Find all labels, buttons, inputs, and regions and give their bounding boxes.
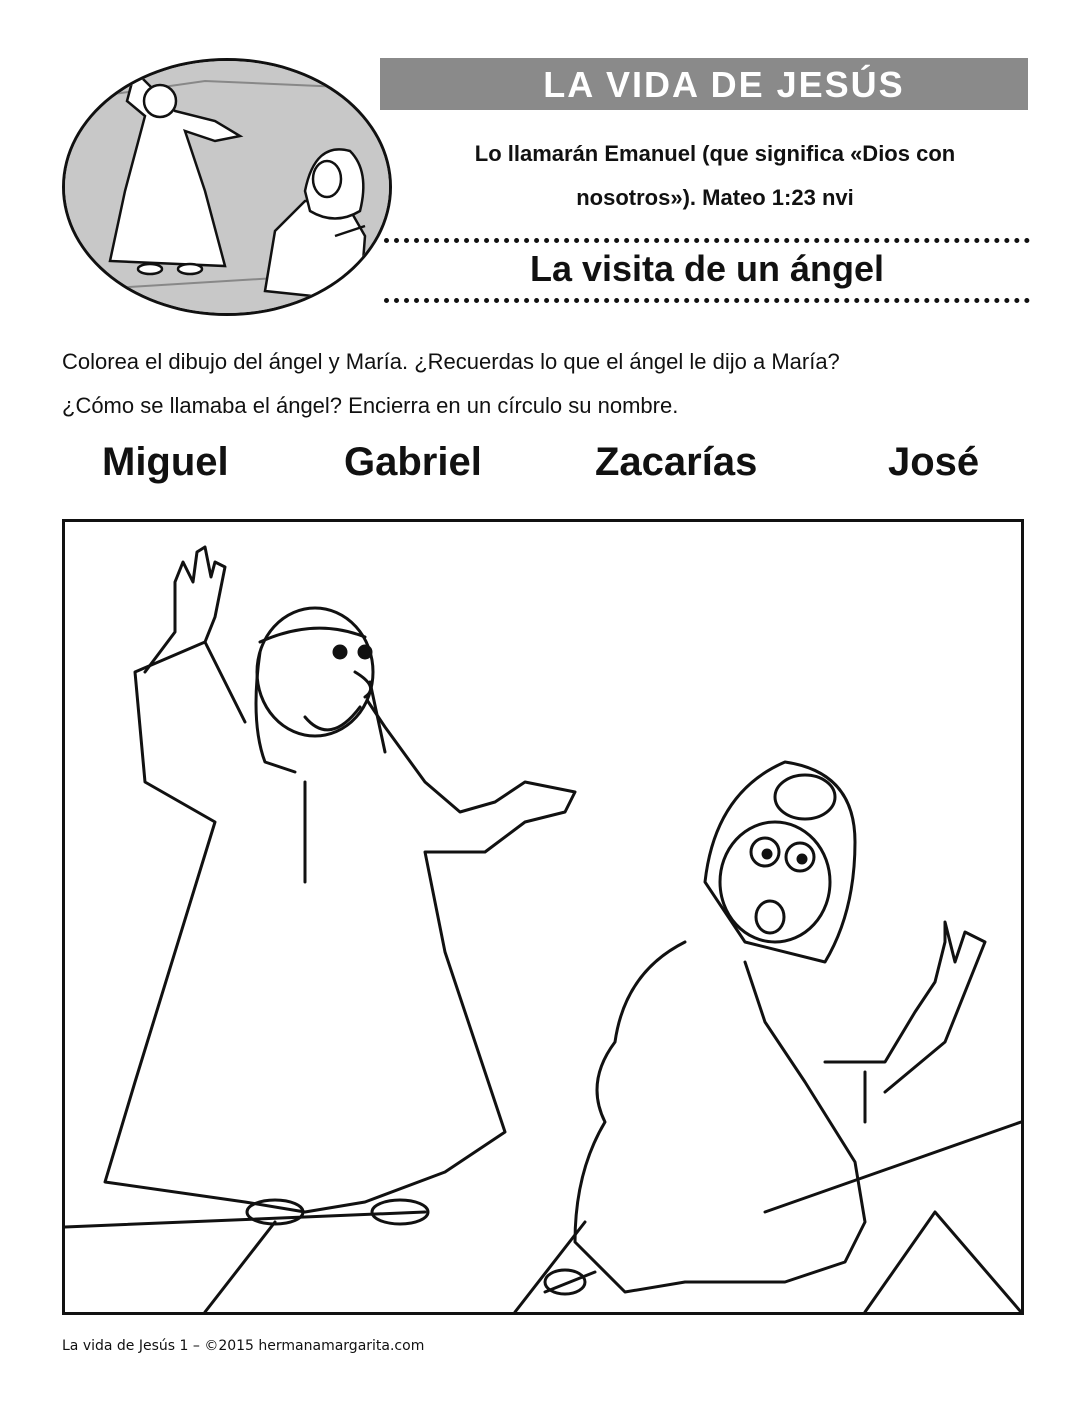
memory-verse: [395, 132, 1035, 220]
series-banner: [380, 58, 1028, 110]
instructions: [62, 340, 1022, 428]
lesson-title: La visita de un ángel: [529, 248, 885, 289]
instruction-line: Colorea el dibujo del ángel y María. ¿Recuerdas lo que el ángel le dijo a María?: [62, 349, 840, 374]
dotted-divider: [384, 298, 1030, 303]
name-choice-miguel[interactable]: Miguel: [102, 440, 229, 484]
verse-line: nosotros»). Mateo 1:23 nvi: [576, 185, 854, 210]
name-choice-zacarias[interactable]: Zacarías: [595, 440, 758, 484]
instruction-line: ¿Cómo se llamaba el ángel? Encierra en un círculo su nombre.: [62, 393, 679, 418]
angel-and-mary-thumbnail-icon: [62, 58, 392, 316]
name-choices: [62, 440, 1022, 500]
series-title: LA VIDA DE JESÚS: [543, 64, 905, 105]
angel-and-mary-coloring-picture-icon: [65, 522, 1021, 1312]
dotted-divider: [384, 238, 1030, 243]
coloring-picture-frame: [62, 519, 1024, 1315]
verse-line: Lo llamarán Emanuel (que significa «Dios con: [474, 141, 956, 166]
footer-credit: La vida de Jesús 1 – ©2015 hermanamargarita.com: [62, 1338, 425, 1354]
name-choice-jose[interactable]: José: [888, 440, 980, 484]
name-choice-gabriel[interactable]: Gabriel: [344, 440, 482, 484]
